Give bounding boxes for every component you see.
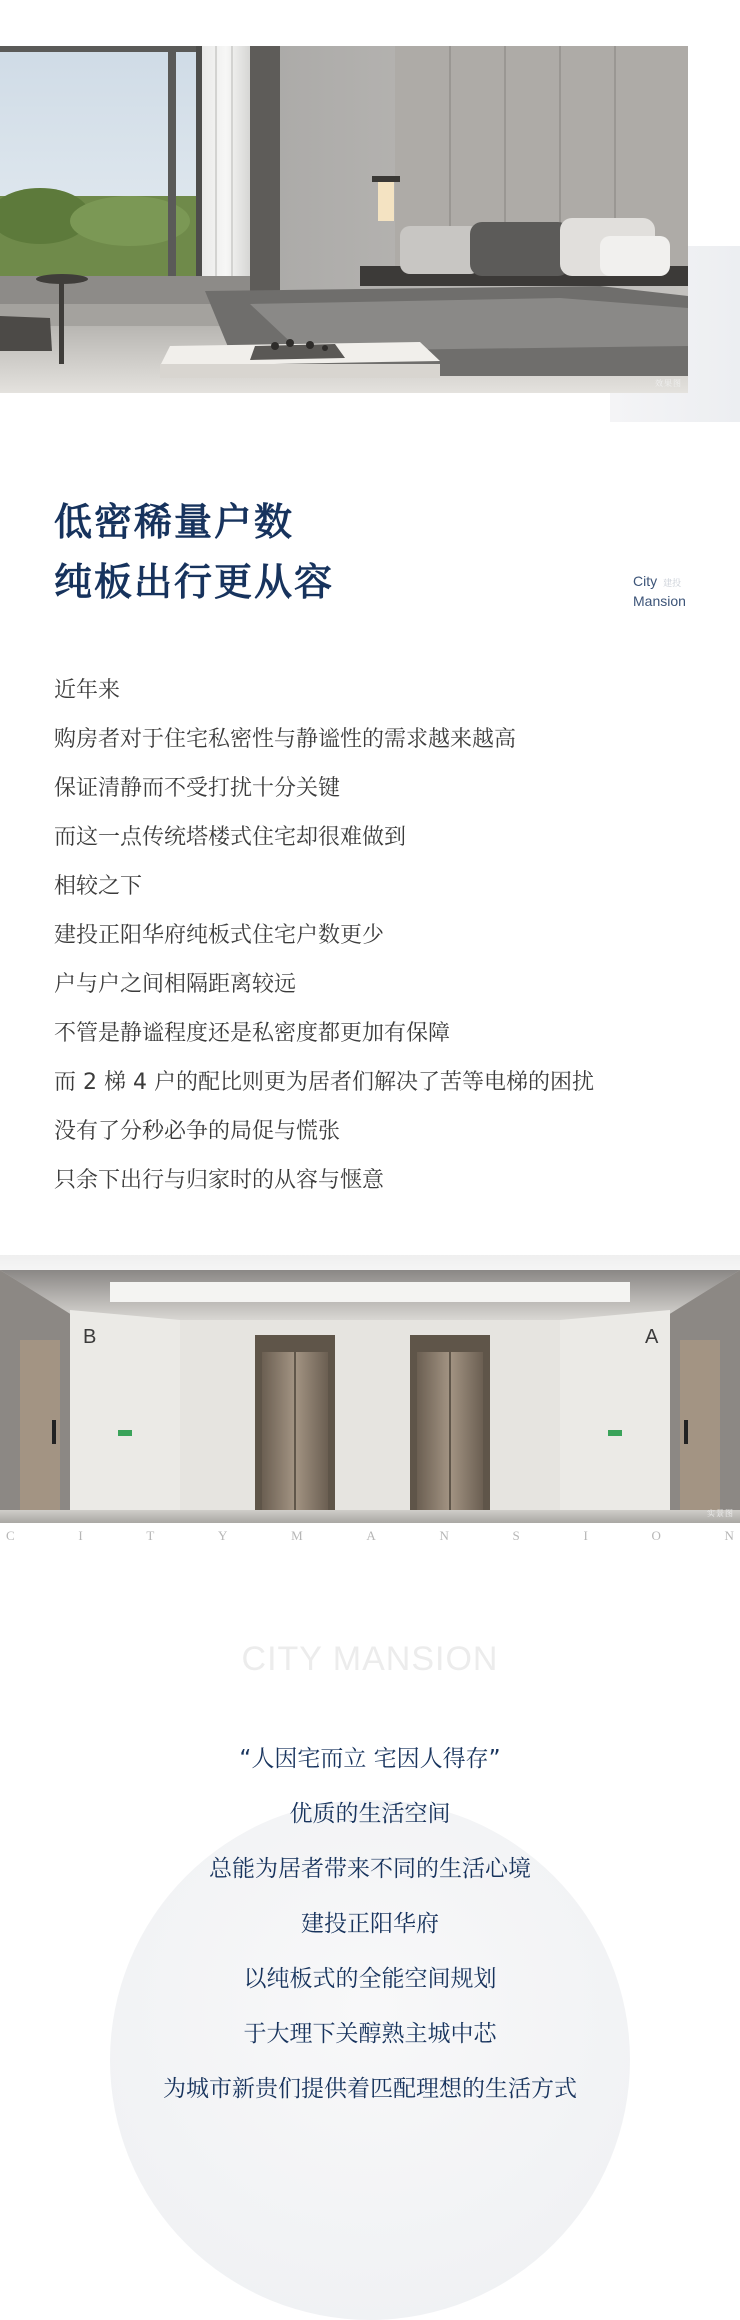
closing-quote: “人因宅而立 宅因人得存”: [239, 1746, 501, 1772]
bedroom-photo: [0, 46, 688, 393]
paragraph-line: 建投正阳华府纯板式住宅户数更少: [54, 923, 385, 948]
paragraph-line: 而 2 梯 4 户的配比则更为居者们解决了苦等电梯的困扰: [54, 1070, 594, 1095]
caption-letter: I: [583, 1528, 588, 1543]
caption-letter: C: [6, 1528, 15, 1543]
closing-line: 优质的生活空间: [289, 1801, 451, 1827]
closing-line: 以纯板式的全能空间规划: [243, 1966, 497, 1992]
city-mansion-brand-mark: [633, 572, 686, 610]
paragraph-line: 保证清静而不受打扰十分关键: [54, 776, 341, 801]
paragraph-line: 没有了分秒必争的局促与慌张: [54, 1119, 341, 1144]
caption-letter: Y: [218, 1528, 228, 1543]
closing-line: 于大理下关醇熟主城中芯: [243, 2021, 497, 2047]
caption-letter: A: [366, 1528, 376, 1543]
paragraph-line: 不管是静谧程度还是私密度都更加有保障: [54, 1021, 451, 1046]
paragraph-line: 而这一点传统塔楼式住宅却很难做到: [54, 825, 407, 850]
paragraph-line: 相较之下: [54, 874, 143, 899]
paragraph-line: 购房者对于住宅私密性与静谧性的需求越来越高: [54, 727, 517, 752]
door-letter-a: A: [645, 1326, 659, 1348]
elevator-lobby-photo: [0, 1270, 740, 1523]
caption-letter: I: [78, 1528, 83, 1543]
spaced-city-mansion-caption: [0, 1528, 740, 1544]
paragraph-line: 只余下出行与归家时的从容与惬意: [54, 1168, 385, 1193]
image-tag: 实景图: [707, 1509, 734, 1518]
closing-line: 为城市新贵们提供着匹配理想的生活方式: [163, 2076, 577, 2102]
caption-letter: T: [146, 1528, 155, 1543]
headline-line-2: 纯板出行更从容: [54, 560, 335, 604]
paragraph-line: 户与户之间相隔距离较远: [54, 972, 297, 997]
brand-word-mansion: Mansion: [633, 593, 686, 609]
brand-faint-mark: 建投: [663, 578, 682, 588]
paragraph-line: 近年来: [54, 678, 121, 703]
caption-letter: S: [512, 1528, 520, 1543]
bedroom-illustration: [0, 46, 688, 393]
elevator-lobby-illustration: [0, 1270, 740, 1523]
caption-letter: N: [439, 1528, 449, 1543]
closing-line: 总能为居者带来不同的生活心境: [209, 1856, 531, 1882]
caption-letter: O: [651, 1528, 661, 1543]
image-tag: 效果图: [655, 379, 682, 388]
caption-letter: M: [291, 1528, 303, 1543]
closing-line: 建投正阳华府: [301, 1911, 439, 1937]
door-letter-b: B: [83, 1326, 97, 1348]
brand-word-city: City: [633, 573, 658, 589]
city-mansion-watermark: CITY MANSION: [241, 1640, 499, 1678]
headline-line-1: 低密稀量户数: [54, 500, 295, 544]
caption-letter: N: [724, 1528, 734, 1543]
